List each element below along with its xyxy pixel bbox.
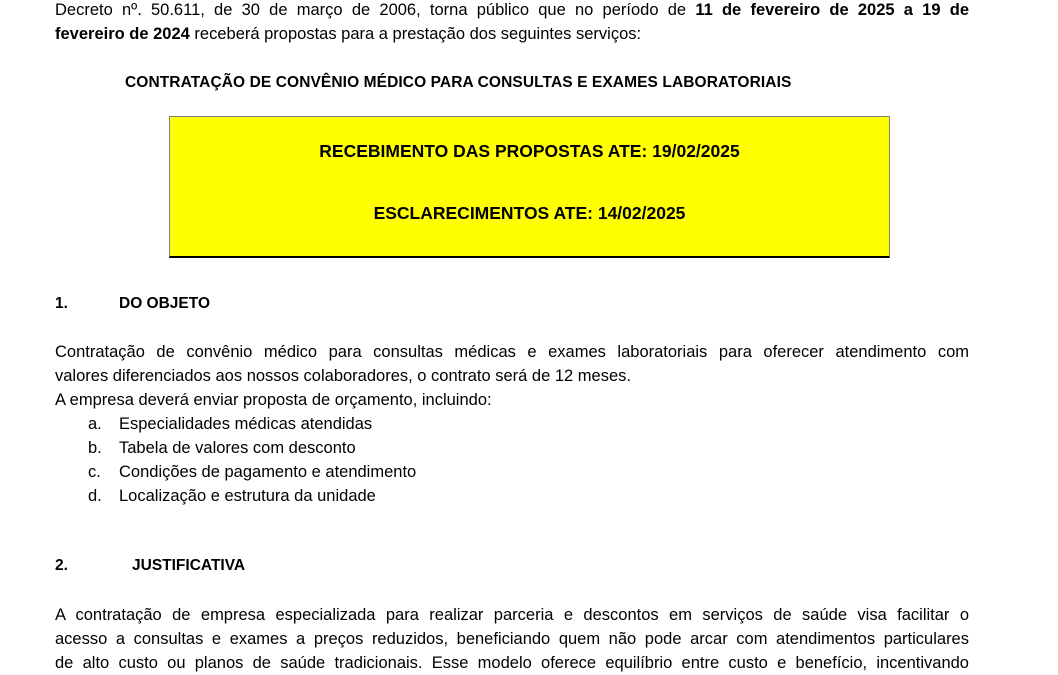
intro-date-end: fevereiro de 2024: [55, 25, 190, 43]
section-2-title: JUSTIFICATIVA: [132, 557, 246, 574]
list-item: [88, 436, 416, 460]
intro-text-1: Decreto nº. 50.611, de 30 de março de 2006, torna público que no período de: [55, 1, 696, 19]
section-2-line-1: A contratação de empresa especializada para realizar parceria e descontos em serviços de saúde visa facilitar o: [55, 606, 969, 624]
document-subtitle: CONTRATAÇÃO DE CONVÊNIO MÉDICO PARA CONSULTAS E EXAMES LABORATORIAIS: [125, 74, 792, 91]
list-item: [88, 484, 416, 508]
list-marker: d.: [88, 487, 102, 505]
list-item-text: Especialidades médicas atendidas: [119, 415, 373, 433]
list-item: [88, 412, 416, 436]
section-1-line-1: Contratação de convênio médico para consultas médicas e exames laboratoriais para oferecer atendimento com: [55, 343, 969, 361]
section-1-line-3: A empresa deverá enviar proposta de orçamento, incluindo:: [55, 391, 492, 409]
list-marker: c.: [88, 463, 101, 481]
section-1-line-2: valores diferenciados aos nossos colaboradores, o contrato será de 12 meses.: [55, 367, 631, 385]
list-item-text: Localização e estrutura da unidade: [119, 487, 376, 505]
section-1-title: DO OBJETO: [119, 295, 211, 312]
intro-date-start: 11 de fevereiro de 2025 a 19 de: [695, 1, 969, 19]
intro-line-1: [55, 0, 969, 22]
section-1-number: 1.: [55, 295, 68, 312]
list-item: [88, 460, 416, 484]
list-marker: a.: [88, 415, 102, 433]
intro-text-2: receberá propostas para a prestação dos seguintes serviços:: [189, 25, 642, 43]
proposal-deadline: RECEBIMENTO DAS PROPOSTAS ATE: 19/02/2025: [319, 141, 740, 161]
section-2-number: 2.: [55, 557, 68, 574]
deadline-highlight-box: [169, 116, 890, 258]
clarification-deadline: ESCLARECIMENTOS ATE: 14/02/2025: [373, 203, 686, 223]
list-marker: b.: [88, 439, 102, 457]
list-item-text: Condições de pagamento e atendimento: [119, 463, 417, 481]
proposal-requirements-list: [88, 412, 416, 508]
intro-line-2: [55, 22, 969, 46]
intro-paragraph: [55, 0, 969, 46]
list-item-text: Tabela de valores com desconto: [119, 439, 356, 457]
section-2-line-3: de alto custo ou planos de saúde tradicionais. Esse modelo oferece equilíbrio entre custo e benefício, incentivando: [55, 654, 969, 672]
section-2-line-2: acesso a consultas e exames a preços reduzidos, beneficiando quem não pode arcar com atendimentos particulares: [55, 630, 969, 648]
section-2-paragraph: [55, 603, 969, 675]
section-1-paragraph: [55, 340, 969, 412]
